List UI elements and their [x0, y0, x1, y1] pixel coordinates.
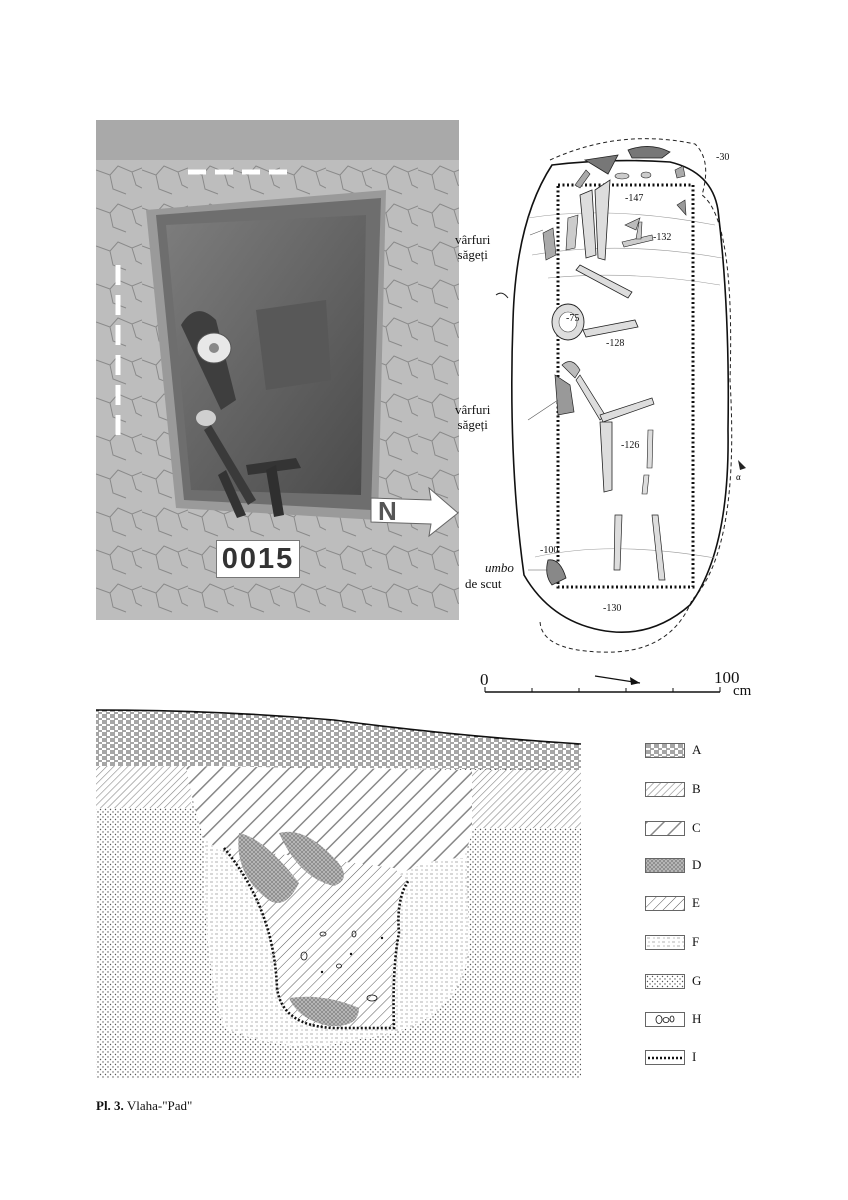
- depth-label: -147: [625, 193, 644, 204]
- plate-caption: [96, 1098, 192, 1114]
- legend-label-G: G: [692, 973, 702, 988]
- plate-title: Vlaha-"Pad": [123, 1098, 193, 1113]
- plate-number: Pl. 3.: [96, 1098, 124, 1113]
- legend-label-C: C: [692, 820, 701, 835]
- arrowheads-label-top: vârfuri săgeți: [455, 232, 491, 262]
- legend-swatch-F: [645, 935, 685, 950]
- stratigraphic-section: [94, 708, 584, 1083]
- legend-swatch-I: [645, 1050, 685, 1065]
- depth-label: -132: [653, 232, 672, 243]
- scale-bar: [480, 670, 740, 700]
- svg-text:N: N: [378, 496, 397, 526]
- legend-swatch-A: [645, 743, 685, 758]
- legend-label-A: A: [692, 742, 702, 757]
- arrowheads-label-middle: vârfuri săgeți: [455, 402, 491, 432]
- legend-label-E: E: [692, 895, 700, 910]
- scale-end-label: 100: [714, 668, 740, 687]
- legend-label-D: D: [692, 857, 702, 872]
- shield-boss-label-line1: umbo: [485, 560, 514, 575]
- depth-label: -126: [621, 440, 640, 451]
- scale-unit-label: cm: [733, 683, 752, 699]
- grave-plan-drawing: [440, 130, 830, 700]
- shield-boss-label-line2: de scut: [465, 576, 502, 591]
- legend-swatch-C: [645, 821, 685, 836]
- legend-swatch-H: [645, 1012, 685, 1027]
- legend-swatch-G: [645, 974, 685, 989]
- svg-text:α: α: [736, 472, 741, 482]
- photo-number-label: 0015: [216, 540, 300, 578]
- legend-swatch-B: [645, 782, 685, 797]
- depth-label: -75: [566, 313, 580, 324]
- legend-label-I: I: [692, 1049, 697, 1064]
- legend-label-F: F: [692, 934, 700, 949]
- depth-label: -30: [716, 152, 730, 163]
- depth-label: -130: [603, 603, 622, 614]
- legend-swatch-D: [645, 858, 685, 873]
- legend-label-B: B: [692, 781, 701, 796]
- scale-start-label: 0: [480, 670, 489, 689]
- depth-label: -100: [540, 545, 559, 556]
- legend-swatch-E: [645, 896, 685, 911]
- excavation-photo: [96, 120, 459, 620]
- depth-label: -128: [606, 338, 625, 349]
- legend-label-H: H: [692, 1011, 702, 1026]
